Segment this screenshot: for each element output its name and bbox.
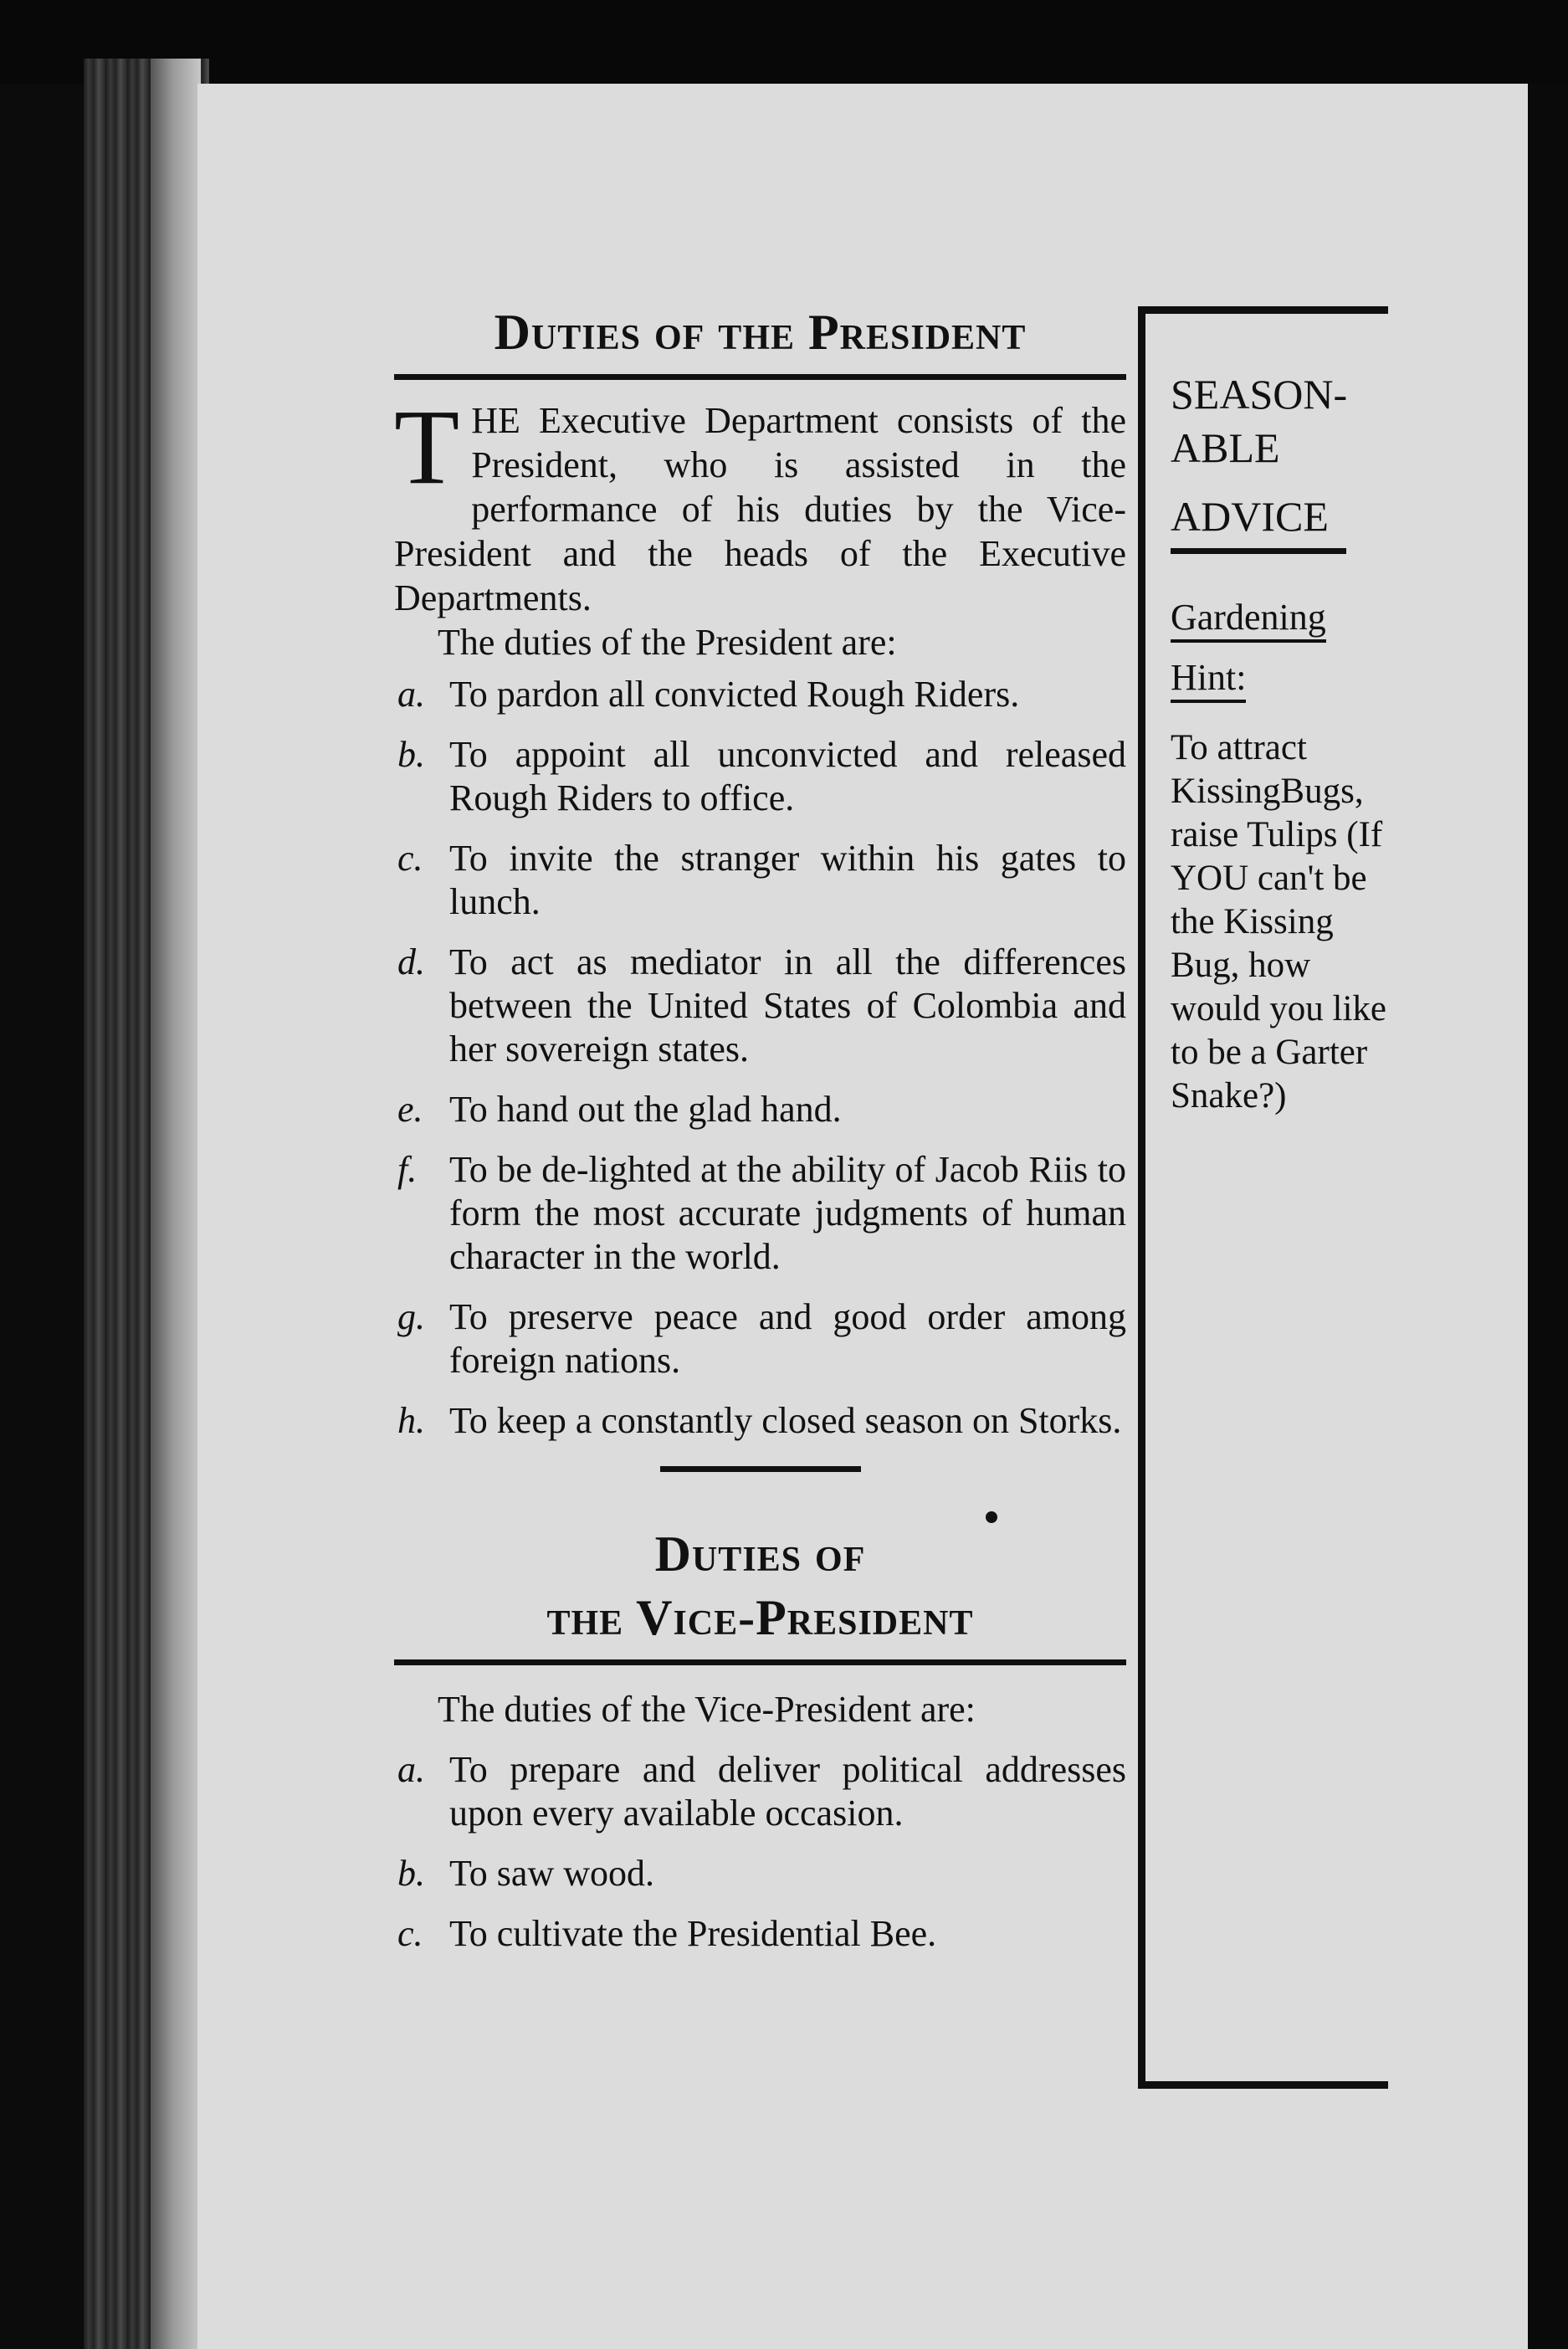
book-gutter — [151, 59, 201, 2349]
duty-letter: d. — [397, 941, 425, 982]
intro-text: HE Executive Department consists of the President, who is assisted in the performance of his duties by the Vice-President and the heads of the Executive Departments. — [394, 400, 1126, 618]
duty-text: To preserve peace and good order among foreign nations. — [449, 1296, 1126, 1381]
intro-paragraph — [394, 387, 1126, 620]
vice-duty-item — [394, 1748, 1126, 1835]
president-heading: Duties of the President — [494, 305, 1027, 360]
vice-duties-lead: The duties of the Vice-President are: — [438, 1689, 976, 1730]
hint-label-line1 — [1171, 587, 1388, 648]
sidebar-title-line1: SEASON- — [1171, 371, 1348, 418]
sidebar-title-rule — [1171, 548, 1346, 554]
sidebar-box — [1138, 306, 1388, 2089]
duty-letter: b. — [397, 1853, 425, 1894]
president-duties-lead: The duties of the President are: — [438, 622, 897, 663]
ink-speck — [986, 1511, 997, 1523]
duty-letter: g. — [397, 1296, 425, 1337]
sidebar-title-line2: ABLE — [1171, 424, 1280, 471]
duty-text: To cultivate the Presidential Bee. — [449, 1913, 937, 1954]
duty-text: To pardon all convicted Rough Riders. — [449, 674, 1020, 715]
main-column — [394, 301, 1126, 1972]
vice-heading-line2: the Vice-President — [546, 1590, 974, 1645]
duty-item — [394, 1295, 1126, 1382]
duty-letter: a. — [397, 674, 425, 715]
duty-letter: e. — [397, 1089, 423, 1130]
duty-text: To prepare and deliver political addresses upon every available occasion. — [449, 1749, 1126, 1834]
duty-text: To invite the stranger within his gates to lunch. — [449, 838, 1126, 922]
duty-item — [394, 1399, 1126, 1443]
duty-item — [394, 837, 1126, 924]
sidebar-content — [1171, 367, 1388, 1118]
vice-president-heading — [394, 1522, 1126, 1649]
duty-item — [394, 941, 1126, 1071]
vice-duty-item — [394, 1852, 1126, 1895]
duty-text: To keep a constantly closed season on Storks. — [449, 1400, 1122, 1441]
sidebar-title-line3: ADVICE — [1171, 493, 1329, 540]
heading-rule — [394, 374, 1126, 380]
president-duties-list — [394, 673, 1126, 1443]
vice-heading-rule — [394, 1659, 1126, 1665]
hint-label-text2: Hint: — [1171, 657, 1246, 703]
duty-letter: c. — [397, 838, 423, 879]
vice-duty-item — [394, 1912, 1126, 1956]
duty-item — [394, 673, 1126, 716]
hint-label-line2 — [1171, 648, 1388, 708]
drop-cap: T — [394, 387, 460, 506]
vice-heading-line1: Duties of — [654, 1526, 866, 1582]
duty-item — [394, 1148, 1126, 1279]
duty-item — [394, 1088, 1126, 1131]
duty-letter: c. — [397, 1913, 423, 1954]
duty-text: To hand out the glad hand. — [449, 1089, 842, 1130]
scan-border-right — [1528, 84, 1568, 2349]
section-separator — [660, 1466, 861, 1472]
hint-label-text1: Gardening — [1171, 597, 1326, 643]
duty-letter: a. — [397, 1749, 425, 1790]
duty-letter: h. — [397, 1400, 425, 1441]
duty-text: To be de-lighted at the ability of Jacob Riis to form the most accurate judgments of human character in the world. — [449, 1149, 1126, 1277]
scan-border-top — [0, 0, 1568, 84]
duty-text: To appoint all unconvicted and released Rough Riders to office. — [449, 734, 1126, 818]
duty-letter: b. — [397, 734, 425, 775]
vice-duties-list — [394, 1748, 1126, 1956]
duty-text: To saw wood. — [449, 1853, 655, 1894]
duty-text: To act as mediator in all the differences between the United States of Colombia and her sovereign states. — [449, 941, 1126, 1069]
duty-letter: f. — [397, 1149, 418, 1190]
duty-item — [394, 733, 1126, 820]
sidebar-body: To attract KissingBugs, raise Tulips (If YOU can't be the Kissing Bug, how would you like to be a Garter Snake?) — [1171, 728, 1386, 1116]
